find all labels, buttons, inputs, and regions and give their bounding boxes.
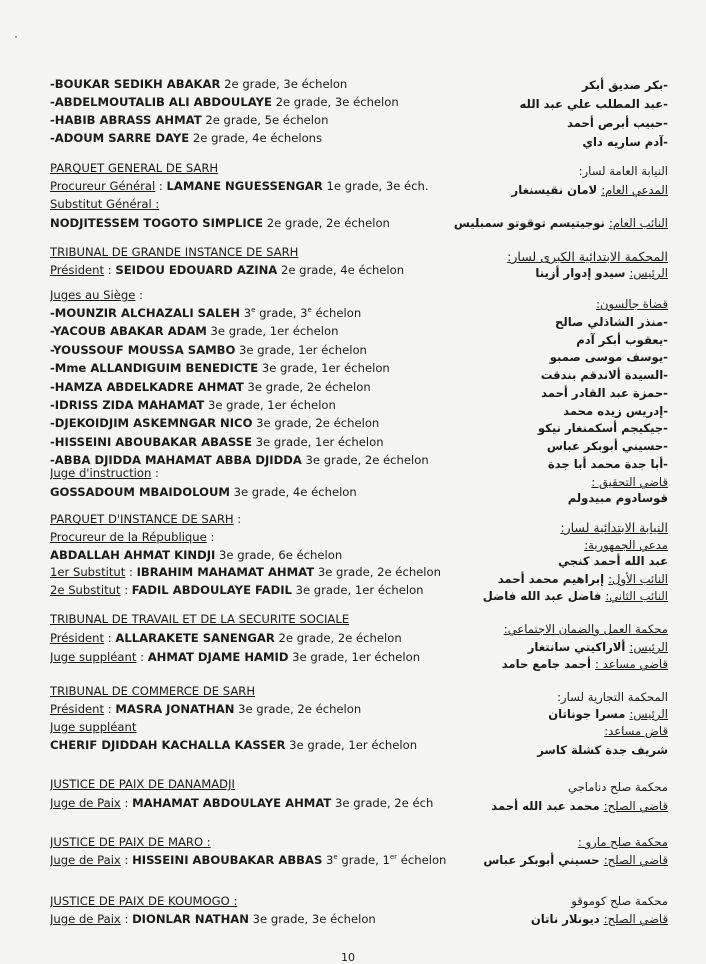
person-grade: 2e grade, 5e échelon xyxy=(201,113,329,127)
person-name: -ADOUM SARRE DAYE xyxy=(50,131,190,145)
list-item xyxy=(50,112,450,128)
section-title-maro-ar: محكمة صلح مارو : xyxy=(577,835,668,849)
section-title-maro: JUSTICE DE PAIX DE MARO : xyxy=(50,835,211,849)
judge-name: -DJEKOIDJIM ASKEMNGAR NICO xyxy=(50,416,253,431)
judge-name: -IDRISS ZIDA MAHAMAT xyxy=(50,398,205,412)
commerce-president-line-ar: الرئيس: مسرا جوناتان xyxy=(548,707,668,721)
list-item-ar: -حبيب أبرص أحمد xyxy=(567,116,668,130)
judge-row-ar: -أبا جدة محمد أبا جدة xyxy=(547,456,668,471)
section-title-koumogo: JUSTICE DE PAIX DE KOUMOGO : xyxy=(50,894,238,908)
person-name: -BOUKAR SEDIKH ABAKAR xyxy=(50,77,221,91)
judge-name: -YACOUB ABAKAR ADAM xyxy=(50,324,207,339)
procureur-republique-line: ABDALLAH AHMAT KINDJI 3e grade, 6e échelon xyxy=(50,548,343,562)
commerce-suppleant-label: Juge suppléant xyxy=(50,720,137,734)
deuxieme-substitut-line-ar: النائب الثاني: فاضل عبد الله فاضل xyxy=(482,589,668,603)
judge-name: -MOUNZIR ALCHAZALI SALEH xyxy=(50,306,241,320)
section-title-travail-ar: محكمة العمل والضمان الاجتماعي: xyxy=(503,622,668,636)
commerce-suppleant-name-ar: شريف جدة كشلة كاسر xyxy=(537,743,668,757)
judge-row-ar: -إدريس زيده محمد xyxy=(563,403,668,418)
tgi-president-line-ar: الرئيس: سيدو إدوار أزينا xyxy=(535,266,668,280)
list-item-ar: -آدم ساريه داي xyxy=(582,135,668,149)
juge-instruction-name-ar: قوسادوم مبيدولم xyxy=(567,491,668,505)
juge-instruction-name: GOSSADOUM MBAIDOLOUM xyxy=(50,485,230,499)
person-grade: 2e grade, 4e échelons xyxy=(189,131,323,145)
procureur-republique-name-ar: عبد الله أحمد كنجي xyxy=(558,554,668,568)
tgi-judges-label-ar: قضاة جالسون: xyxy=(596,297,668,311)
substitut-general-name: NODJITESSEM TOGOTO SIMPLICE xyxy=(50,216,264,230)
commerce-suppleant-name: CHERIF DJIDDAH KACHALLA KASSER xyxy=(50,738,286,752)
deuxieme-substitut-line: 2e Substitut : FADIL ABDOULAYE FADIL 3e grade, 1er échelon xyxy=(50,583,424,597)
koumogo-juge-name: DIONLAR NATHAN xyxy=(132,912,249,926)
travail-president-line-ar: الرئيس: ألاراكيتي سانتغار xyxy=(527,640,668,654)
danamadji-juge-line-ar: قاضي الصلح: محمد عبد الله أحمد xyxy=(491,799,668,813)
judge-row: -DJEKOIDJIM ASKEMNGAR NICO 3e grade, 2e échelon xyxy=(50,416,380,431)
page-number: 10 xyxy=(341,951,355,964)
judge-name: -Mme ALLANDIGUIM BENEDICTE xyxy=(50,361,259,376)
maro-juge-name: HISSEINI ABOUBAKAR ABBAS xyxy=(132,853,323,867)
section-title-koumogo-ar: محكمة صلح كوموقو xyxy=(571,894,668,908)
judge-row-ar: -جيكيجم أسكمنغار نيكو xyxy=(537,421,668,436)
judge-row: -HAMZA ABDELKADRE AHMAT 3e grade, 2e échelon xyxy=(50,379,371,394)
judge-row: -ABBA DJIDDA MAHAMAT ABBA DJIDDA 3e grade, 2e échelon xyxy=(50,453,429,468)
travail-president-name: ALLARAKETE SANENGAR xyxy=(115,631,275,645)
travail-suppleant-line-ar: قاضي مساعد : أحمد جامع حامد xyxy=(501,657,668,671)
substitut-general-line: NODJITESSEM TOGOTO SIMPLICE 2e grade, 2e échelon xyxy=(50,216,390,230)
substitut-general-label: Substitut Général : xyxy=(50,197,160,211)
travail-president-line: Président : ALLARAKETE SANENGAR 2e grade, 2e échelon xyxy=(50,631,402,645)
procureur-general-name: LAMANE NGUESSENGAR xyxy=(166,179,323,193)
juge-instruction-label-line: Juge d'instruction : xyxy=(50,466,159,480)
judge-row-ar: -السيدة ألاندقم بندقت xyxy=(540,368,668,383)
section-title-tgi-ar: المحكمة الابتدائية الكبرى لسار: xyxy=(507,249,668,264)
list-item xyxy=(50,94,450,110)
judge-name: -ABBA DJIDDA MAHAMAT ABBA DJIDDA xyxy=(50,453,302,468)
koumogo-juge-line: Juge de Paix : DIONLAR NATHAN 3e grade, 3e échelon xyxy=(50,912,376,926)
tgi-judges-label-line: Juges au Siège : xyxy=(50,288,143,302)
procureur-general-grade: 1e grade, 3e éch. xyxy=(322,179,429,193)
deuxieme-substitut-name: FADIL ABDOULAYE FADIL xyxy=(131,583,292,597)
person-grade: 2e grade, 3e échelon xyxy=(271,95,399,109)
travail-suppleant-line: Juge suppléant : AHMAT DJAME HAMID 3e grade, 1er échelon xyxy=(50,650,421,664)
maro-juge-line: Juge de Paix : HISSEINI ABOUBAKAR ABBAS 3e grade, 1er échelon xyxy=(50,853,447,867)
section-title-commerce-ar: المحكمة التجارية لسار: xyxy=(557,690,668,704)
danamadji-juge-name: MAHAMAT ABDOULAYE AHMAT xyxy=(132,796,332,810)
section-title-parquet-general: PARQUET GENERAL DE SARH xyxy=(50,161,219,175)
judge-row: -Mme ALLANDIGUIM BENEDICTE 3e grade, 1er échelon xyxy=(50,361,390,376)
judge-name: -HISSEINI ABOUBAKAR ABASSE xyxy=(50,434,252,449)
judge-row: -MOUNZIR ALCHAZALI SALEH 3e grade, 3e échelon xyxy=(50,306,362,320)
juge-instruction-label-ar: قاضي التحقيق : xyxy=(591,475,668,489)
koumogo-juge-line-ar: قاضي الصلح: ديونلار ناتان xyxy=(530,912,668,926)
section-title-parquet-general-ar: النيابة العامة لسار: xyxy=(578,164,668,178)
judge-row: -HISSEINI ABOUBAKAR ABASSE 3e grade, 1er échelon xyxy=(50,434,384,449)
list-item-ar: -بكر صديق أبكر xyxy=(581,78,668,92)
premier-substitut-line-ar: النائب الأول: إبراهيم محمد أحمد xyxy=(497,572,668,586)
procureur-republique-name: ABDALLAH AHMAT KINDJI xyxy=(50,548,216,562)
judge-row-ar: -منذر الشاذلي صالح xyxy=(555,315,668,329)
premier-substitut-name: IBRAHIM MAHAMAT AHMAT xyxy=(136,565,315,579)
person-grade: 2e grade, 3e échelon xyxy=(220,77,348,91)
danamadji-juge-line: Juge de Paix : MAHAMAT ABDOULAYE AHMAT 3e grade, 2e éch xyxy=(50,796,434,810)
judge-name: -HAMZA ABDELKADRE AHMAT xyxy=(50,379,244,394)
maro-juge-line-ar: قاضي الصلح: حسيني أبوبكر عباس xyxy=(483,853,668,867)
judge-row-ar: -يوسف موسى صمبو xyxy=(549,350,668,365)
judge-row: -IDRISS ZIDA MAHAMAT 3e grade, 1er échelon xyxy=(50,398,336,412)
commerce-president-name: MASRA JONATHAN xyxy=(115,702,235,716)
juge-instruction-line: GOSSADOUM MBAIDOLOUM 3e grade, 4e échelon xyxy=(50,485,357,499)
judge-row-ar: -حمزة عبد القادر أحمد xyxy=(541,385,668,400)
commerce-suppleant-label-ar: قاض مساعد: xyxy=(604,724,668,738)
judge-row-ar: -يعقوب أبكر آدم xyxy=(576,332,668,347)
judge-row: -YOUSSOUF MOUSSA SAMBO 3e grade, 1er échelon xyxy=(50,342,367,357)
premier-substitut-line: 1er Substitut : IBRAHIM MAHAMAT AHMAT 3e grade, 2e échelon xyxy=(50,565,441,579)
tgi-president-name: SEIDOU EDOUARD AZINA xyxy=(115,263,278,277)
commerce-suppleant-line: CHERIF DJIDDAH KACHALLA KASSER 3e grade, 1er échelon xyxy=(50,738,418,752)
commerce-president-line: Président : MASRA JONATHAN 3e grade, 2e échelon xyxy=(50,702,362,716)
section-title-danamadji-ar: محكمة صلح دناماجي xyxy=(567,780,668,794)
procureur-general-label: Procureur Général xyxy=(50,179,156,193)
section-title-parquet-instance-ar: النيابة الابتدائية لسار: xyxy=(560,520,668,535)
section-title-travail: TRIBUNAL DE TRAVAIL ET DE LA SECURITE SOCIALE xyxy=(50,612,350,626)
procureur-republique-label-line: Procureur de la République : xyxy=(50,530,215,544)
list-item xyxy=(50,76,450,92)
section-title-parquet-instance: PARQUET D'INSTANCE DE SARH : xyxy=(50,512,242,526)
scan-speck xyxy=(15,36,17,38)
substitut-general-line-ar: النائب العام: نوجيتيسم توقوتو سمبليس xyxy=(453,216,668,230)
tgi-judges-label: Juges au Siège xyxy=(50,288,136,302)
procureur-republique-label-ar: مدعي الجمهورية: xyxy=(584,538,668,552)
travail-suppleant-name: AHMAT DJAME HAMID xyxy=(147,650,289,664)
section-title-tgi: TRIBUNAL DE GRANDE INSTANCE DE SARH xyxy=(50,245,299,259)
judge-name: -YOUSSOUF MOUSSA SAMBO xyxy=(50,342,236,357)
section-title-danamadji: JUSTICE DE PAIX DE DANAMADJI xyxy=(50,777,235,791)
procureur-general-line-ar: المدعي العام: لامان نقيسنغار xyxy=(511,183,668,197)
person-name: -HABIB ABRASS AHMAT xyxy=(50,113,202,127)
judge-row: -YACOUB ABAKAR ADAM 3e grade, 1er échelon xyxy=(50,324,339,339)
section-title-commerce: TRIBUNAL DE COMMERCE DE SARH xyxy=(50,684,256,698)
person-name: -ABDELMOUTALIB ALI ABDOULAYE xyxy=(50,95,272,109)
procureur-general-line: Procureur Général : LAMANE NGUESSENGAR 1e grade, 3e éch. xyxy=(50,179,429,193)
tgi-president-line: Président : SEIDOU EDOUARD AZINA 2e grade, 4e échelon xyxy=(50,263,405,277)
list-item xyxy=(50,130,450,146)
list-item-ar: -عبد المطلب علي عبد الله xyxy=(519,97,668,111)
judge-row-ar: -حسيني أبوبكر عباس xyxy=(546,438,668,453)
